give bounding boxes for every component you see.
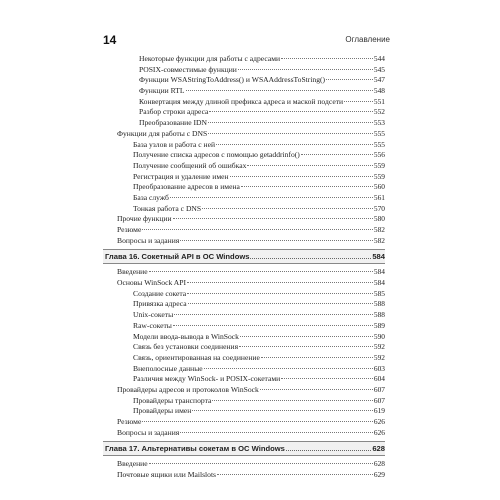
- toc-entry-page: 619: [373, 406, 385, 416]
- dot-leader: [208, 122, 373, 123]
- dot-leader: [180, 432, 373, 433]
- toc-entry-page: 629: [373, 470, 385, 480]
- dot-leader: [326, 79, 373, 80]
- toc-entry-page: 628: [372, 444, 385, 454]
- dot-leader: [241, 186, 373, 187]
- toc-entry-page: 585: [373, 288, 385, 298]
- toc-entry-page: 588: [373, 310, 385, 320]
- toc-entry-title: Введение: [117, 267, 148, 277]
- toc-entry: [103, 278, 385, 289]
- toc-entry-title: Провайдеры транспорта: [133, 395, 212, 405]
- toc-entry-title: Вопросы и задания: [117, 235, 180, 245]
- toc-entry-title: Функции WSAStringToAddress() и WSAAddressToString(): [139, 75, 326, 85]
- toc-entry: [103, 107, 385, 118]
- dot-leader: [174, 314, 373, 315]
- toc-entry: [103, 129, 385, 140]
- running-head: Оглавление: [345, 35, 390, 44]
- dot-leader: [204, 368, 373, 369]
- toc-entry-page: 552: [373, 107, 385, 117]
- toc-entry-page: 628: [373, 459, 385, 469]
- toc-entry-title: Unix-сокеты: [133, 310, 174, 320]
- dot-leader: [208, 133, 373, 134]
- dot-leader: [281, 58, 373, 59]
- dot-leader: [202, 208, 373, 209]
- dot-leader: [212, 400, 373, 401]
- toc-chapter-heading: [103, 249, 385, 264]
- toc-entry-title: Различия между WinSock- и POSIX-сокетами: [133, 374, 281, 384]
- toc-entry: [103, 118, 385, 129]
- toc-entry: [103, 204, 385, 215]
- toc-entry-page: 544: [373, 54, 385, 63]
- toc-entry-page: 626: [373, 417, 385, 426]
- toc-entry-title: Глава 17. Альтернативы сокетам в ОС Windows: [105, 444, 285, 454]
- dot-leader: [240, 336, 373, 337]
- dot-leader: [188, 303, 373, 304]
- dot-leader: [250, 258, 371, 259]
- toc-entry-page: 607: [373, 384, 385, 394]
- toc-entry-page: 603: [373, 363, 385, 373]
- toc-entry-page: 580: [373, 214, 385, 224]
- toc-entry-page: 556: [373, 150, 385, 160]
- toc-entry-title: Функции для работы с DNS: [117, 128, 208, 138]
- toc-entry: [103, 353, 385, 364]
- toc-entry-title: Резюме: [117, 417, 142, 426]
- toc-entry-title: Конвертация между длиной префикса адреса и маской подсети: [139, 96, 344, 106]
- toc-entry-title: Функции RTL: [139, 86, 185, 96]
- toc-entry: [103, 225, 385, 236]
- toc-entry-title: Преобразование IDN: [139, 118, 207, 128]
- toc-entry-page: 584: [372, 252, 385, 262]
- toc-entry-title: Raw-сокеты: [133, 320, 172, 330]
- dot-leader: [142, 229, 373, 230]
- toc-entry: [103, 86, 385, 97]
- dot-leader: [239, 346, 373, 347]
- toc-entry: [103, 182, 385, 193]
- toc-entry: [103, 470, 385, 481]
- toc-entry-page: 553: [373, 118, 385, 128]
- toc-entry: [103, 364, 385, 375]
- dot-leader: [230, 176, 373, 177]
- toc-entry-title: Связь, ориентированная на соединение: [133, 352, 260, 362]
- toc-entry: [103, 332, 385, 343]
- dot-leader: [170, 197, 373, 198]
- toc-entry: [103, 75, 385, 86]
- toc-entry-title: Тонкая работа с DNS: [133, 203, 202, 213]
- toc-entry: [103, 267, 385, 278]
- toc-entry: [103, 374, 385, 385]
- toc-entry-page: 604: [373, 374, 385, 384]
- dot-leader: [216, 144, 373, 145]
- toc-entry: [103, 97, 385, 108]
- toc-entry-title: База служб: [133, 192, 169, 202]
- dot-leader: [149, 271, 373, 272]
- toc-entry: [103, 161, 385, 172]
- toc-entry-page: 590: [373, 331, 385, 341]
- toc-entry-title: Прочие функции: [117, 214, 172, 224]
- table-of-contents: [103, 54, 385, 481]
- toc-entry-title: Почтовые ящики или Mailslots: [117, 470, 217, 480]
- dot-leader: [247, 165, 373, 166]
- toc-entry-page: 548: [373, 86, 385, 96]
- toc-entry-title: Глава 16. Сокетный API в ОС Windows: [105, 252, 250, 262]
- dot-leader: [142, 421, 373, 422]
- toc-entry-title: Получение сообщений об ошибках: [133, 160, 247, 170]
- toc-entry-page: 559: [373, 171, 385, 181]
- dot-leader: [301, 154, 373, 155]
- dot-leader: [192, 410, 373, 411]
- toc-entry-title: Введение: [117, 459, 148, 469]
- toc-entry-page: 588: [373, 299, 385, 309]
- toc-chapter-heading: [103, 441, 385, 456]
- toc-entry-title: Провайдеры имен: [133, 406, 192, 416]
- toc-entry-page: 582: [373, 225, 385, 234]
- toc-entry-title: Создание сокета: [133, 288, 187, 298]
- dot-leader: [260, 389, 373, 390]
- toc-entry-page: 561: [373, 192, 385, 202]
- toc-entry-title: Резюме: [117, 225, 142, 234]
- toc-entry-page: 592: [373, 352, 385, 362]
- toc-entry-page: 555: [373, 139, 385, 149]
- toc-entry-page: 589: [373, 320, 385, 330]
- toc-entry-page: 582: [373, 235, 385, 245]
- toc-entry-page: 545: [373, 64, 385, 74]
- toc-entry: [103, 172, 385, 183]
- toc-entry-page: 607: [373, 395, 385, 405]
- toc-entry-page: 555: [373, 128, 385, 138]
- dot-leader: [173, 325, 373, 326]
- toc-entry-page: 626: [373, 427, 385, 437]
- toc-entry-page: 584: [373, 278, 385, 288]
- toc-entry: [103, 385, 385, 396]
- toc-entry: [103, 289, 385, 300]
- toc-entry: [103, 140, 385, 151]
- toc-entry: [103, 459, 385, 470]
- dot-leader: [238, 69, 373, 70]
- toc-entry-title: Основы WinSock API: [117, 278, 186, 288]
- dot-leader: [261, 357, 373, 358]
- toc-entry-page: 560: [373, 182, 385, 192]
- toc-entry: [103, 417, 385, 428]
- dot-leader: [217, 474, 373, 475]
- toc-entry-page: 547: [373, 75, 385, 85]
- toc-entry-title: POSIX-совместимые функции: [139, 64, 237, 74]
- toc-entry-title: Внеполосные данные: [133, 363, 203, 373]
- dot-leader: [187, 282, 373, 283]
- dot-leader: [281, 378, 373, 379]
- toc-entry: [103, 428, 385, 439]
- toc-entry: [103, 342, 385, 353]
- dot-leader: [286, 450, 371, 451]
- page-number: 14: [103, 33, 117, 47]
- toc-entry-title: Привязка адреса: [133, 299, 187, 309]
- toc-entry-title: Вопросы и задания: [117, 427, 180, 437]
- toc-entry-page: 592: [373, 342, 385, 352]
- toc-entry: [103, 214, 385, 225]
- toc-entry-page: 584: [373, 267, 385, 277]
- toc-entry-title: Преобразование адресов в имена: [133, 182, 240, 192]
- toc-entry: [103, 299, 385, 310]
- toc-entry: [103, 65, 385, 76]
- toc-entry-title: Провайдеры адресов и протоколов WinSock: [117, 384, 259, 394]
- toc-entry-page: 570: [373, 203, 385, 213]
- toc-entry: [103, 150, 385, 161]
- toc-entry: [103, 310, 385, 321]
- toc-entry-title: Получение списка адресов с помощью getaddrinfo(): [133, 150, 300, 160]
- toc-entry: [103, 236, 385, 247]
- dot-leader: [344, 101, 373, 102]
- toc-entry-title: Модели ввода-вывода в WinSock: [133, 331, 239, 341]
- toc-entry: [103, 193, 385, 204]
- toc-entry-page: 559: [373, 160, 385, 170]
- dot-leader: [186, 90, 373, 91]
- toc-entry-title: База узлов и работа с ней: [133, 139, 216, 149]
- toc-entry: [103, 54, 385, 65]
- toc-entry: [103, 321, 385, 332]
- toc-entry-title: Связь без установки соединения: [133, 342, 239, 352]
- toc-entry-title: Регистрация и удаление имен: [133, 171, 229, 181]
- toc-entry-page: 551: [373, 96, 385, 106]
- dot-leader: [180, 240, 373, 241]
- dot-leader: [209, 111, 373, 112]
- toc-entry-title: Разбор строки адреса: [139, 107, 209, 117]
- toc-entry: [103, 396, 385, 407]
- dot-leader: [149, 463, 373, 464]
- dot-leader: [173, 218, 373, 219]
- dot-leader: [187, 293, 373, 294]
- toc-entry: [103, 406, 385, 417]
- toc-entry-title: Некоторые функции для работы с адресами: [139, 54, 281, 63]
